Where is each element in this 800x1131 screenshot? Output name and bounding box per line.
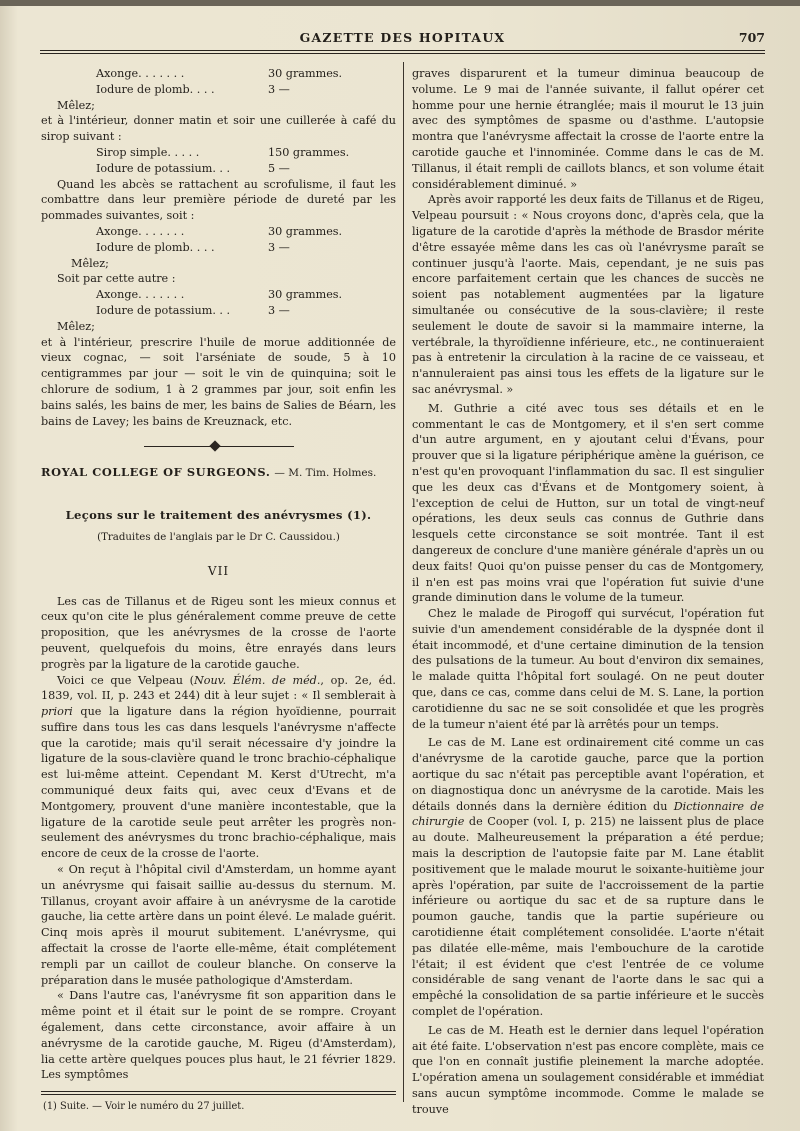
left-column	[41, 66, 396, 1115]
journal-title: GAZETTE DES HOPITAUX	[299, 30, 506, 45]
section-separator	[144, 441, 294, 451]
recipe-block-2	[41, 145, 396, 177]
recipe-line	[41, 145, 396, 161]
footnote: (1) Suite. — Voir le numéro du 27 juillet.	[43, 1101, 245, 1113]
cited-work: Nouv. Élém. de méd.	[193, 673, 321, 687]
recipe-quantity: 5 —	[268, 161, 290, 175]
recipe-line	[41, 66, 396, 82]
recipe-quantity: 30 grammes.	[268, 67, 343, 80]
recipe-quantity: 3 —	[268, 303, 290, 317]
paragraph: Quand les abcès se rattachent au scrofulisme, il faut les combattre dans leur première période de dureté par les pommades suivantes, soit :	[41, 177, 396, 223]
recipe-line	[41, 240, 396, 256]
recipe-ingredient: Axonge. . . . . . .	[96, 224, 185, 238]
paragraph: et à l'intérieur, donner matin et soir une cuillerée à café du sirop suivant :	[41, 114, 396, 144]
separator-ornament	[209, 441, 220, 452]
lecture-title: Leçons sur le traitement des anévrysmes (1).	[65, 508, 372, 523]
recipe-quantity: 30 grammes.	[268, 224, 343, 238]
column-divider	[403, 62, 404, 1102]
footnote-rule	[41, 1091, 396, 1092]
paragraph: Le cas de M. Heath est le dernier dans lequel l'opération ait été faite. L'observation n'est pas encore complète, mais ce que l'on en connaît justifie pleinement la marche adoptée. L'opération amena un soulagement considérable et immédiat sans aucun symptôme incommode. Comme le malade se trouve	[412, 1023, 764, 1116]
recipe-block-1	[41, 66, 396, 98]
section-heading	[41, 465, 396, 482]
recipe-quantity: 30 grammes.	[268, 288, 343, 302]
header-rule-thick	[40, 50, 765, 51]
translator-credit: (Traduites de l'anglais par le Dr C. Caussidou.)	[97, 531, 340, 543]
chapter-number: VII	[207, 563, 230, 578]
paragraph: Le cas de M. Lane est ordinairement cité comme un cas d'anévrysme de la carotide gauche, parce que la portion aortique du sac n'était pas perceptible avant l'opération, et on diagnostiqua donc un anévrysme de la carotide. Mais les détails donnés dans la dernière édition du Dictionnaire de chirurgie de Cooper (vol. I, p. 215) ne laissent plus de place au doute. Malheureusement la préparation a été perdue; mais la description de l'autopsie faite par M. Lane établit positivement que le malade mourut le soixante-huitième jour après l'opération, par suite de l'accroissement de la partie inférieure ou aortique du sac et de sa rupture dans le poumon gauche, tandis que la partie supérieure ou carotidienne était complétement consolidée. L'aorte n'était pas dilatée elle-même, mais l'embouchure de la carotide l'était; il est évident que c'est l'entrée de ce volume considérable de sang venant de l'aorte dans le sac qui a empêché la consolidation de sa partie inférieure et le succès complet de l'opération.	[412, 736, 764, 1019]
paragraph: « On reçut à l'hôpital civil d'Amsterdam, un homme ayant un anévrysme qui faisait saillie au-dessus du sternum. M. Tillanus, croyant avoir affaire à un anévrysme de la carotide gauche, lia cette artère dans un point élevé. Le malade guérit. Cinq mois après il mourut subitement. L'anévrysme, qui affectait la crosse de l'aorte elle-même, était complétement rempli par un caillot de couleur blanche. On conserve la préparation dans le musée pathologique d'Amsterdam.	[41, 863, 396, 987]
recipe-line	[41, 161, 396, 177]
melez-line: Mêlez;	[71, 256, 109, 270]
recipe-line	[41, 303, 396, 319]
header-rule-thin	[40, 53, 765, 54]
melez-line: Mêlez;	[57, 319, 95, 333]
paragraph: M. Guthrie a cité avec tous ses détails et en le commentant le cas de Montgomery, et il s'en sert comme d'un autre argument, en y ajoutant celui d'Évans, pour prouver que si la ligature périphérique amène la guérison, ce n'est qu'en provoquant l'inflammation du sac. Il est singulier que les deux cas d'Évans et de Montgomery soient, à l'exception de celui de Hutton, sur un total de vingt-neuf opérations, les deux seuls cas connus de Guthrie dans lesquels cette circonstance se soit montrée. Tant il est dangereux de conclure d'une manière générale d'après un ou deux faits! Quoi qu'on puisse penser du cas de Montgomery, il n'en est pas moins vrai que l'opération fut suivie d'une grande diminution dans le volume de la tumeur.	[412, 401, 764, 605]
paragraph: Après avoir rapporté les deux faits de Tillanus et de Rigeu, Velpeau poursuit : « Nous croyons donc, d'après cela, que la ligature de la carotide d'après la méthode de Brasdor mérite d'être essayée même dans les cas où l'anévrysme paraît se continuer jusqu'à l'aorte. Mais, cependant, je ne suis pas encore parfaitement certain que les chances de succès ne soient pas notablement augmentées par la ligature simultanée ou consécutive de la sous-clavière; il reste seulement le doute de savoir si la mammaire interne, la vertébrale, la thyroïdienne inférieure, etc., ne continueraient pas à entretenir la circulation à la racine de ce vaisseau, et n'annuleraient pas ainsi tous les effets de la ligature sur le sac anévrysmal. »	[412, 193, 764, 396]
paragraph: Chez le malade de Pirogoff qui survécut, l'opération fut suivie d'un amendement considérable de la dyspnée dont il était incommodé, et d'une certaine diminution de la tension des pulsations de la tumeur. Au bout d'environ dix semaines, le malade quitta l'hôpital fort soulagé. On ne peut douter que, dans ce cas, comme dans celui de M. S. Lane, la portion carotidienne du sac ne se soit consolidée et que les progrès de la tumeur n'aient été par là arrêtés pour un temps.	[412, 607, 764, 731]
paragraph: et à l'intérieur, prescrire l'huile de morue additionnée de vieux cognac, — soit l'arséniate de soude, 5 à 10 centigrammes par jour — soit le vin de quinquina; soit le chlorure de sodium, 1 à 2 grammes par jour, soit enfin les bains salés, les bains de mer, les bains de Salies de Béarn, les bains de Lavey; les bains de Kreuznack, etc.	[41, 335, 396, 428]
recipe-ingredient: Sirop simple. . . . .	[96, 145, 200, 159]
recipe-ingredient: Iodure de plomb. . . .	[96, 240, 215, 254]
recipe-block-4	[41, 287, 396, 319]
paragraph: Voici ce que Velpeau (Nouv. Élém. de méd., op. 2e, éd. 1839, vol. II, p. 243 et 244) dit à leur sujet : « Il semblerait à priori que la ligature dans la région hyoïdienne, pourrait suffire dans tous les cas dans lesquels l'anévrysme n'affecte que la carotide; mais qu'il serait nécessaire d'y joindre la ligature de la sous-clavière quand le tronc brachio-céphalique est lui-même atteint. Cependant M. Kerst d'Utrecht, m'a communiqué deux faits qui, avec ceux d'Evans et de Montgomery, prouvent d'une manière incontestable, que la ligature de la carotide seule peut arrêter les progrès non-seulement des anévrysmes du tronc brachio-céphalique, mais encore de ceux de la crosse de l'aorte.	[41, 673, 396, 861]
footnote-rule-thin	[41, 1094, 396, 1095]
paragraph: Les cas de Tillanus et de Rigeu sont les mieux connus et ceux qu'on cite le plus généralement comme preuve de cette proposition, que les anévrysmes de la crosse de l'aorte peuvent, quelquefois du moins, être enrayés dans leurs progrès par la ligature de la carotide gauche.	[41, 594, 396, 671]
recipe-ingredient: Axonge. . . . . . .	[96, 288, 185, 302]
paragraph: graves disparurent et la tumeur diminua beaucoup de volume. Le 9 mai de l'année suivante, il fallut opérer cet homme pour une hernie étranglée; mais il mourut le 13 juin avec des symptômes de spasme ou d'asthme. L'autopsie montra que l'anévrysme affectait la crosse de l'aorte entre la carotide gauche et l'innominée. Comme dans le cas de M. Tillanus, il était rempli de caillots blancs, et son volume était considérablement diminué. »	[412, 67, 764, 191]
page-header	[40, 28, 765, 52]
recipe-line	[41, 224, 396, 240]
recipe-line	[41, 287, 396, 303]
right-column	[412, 66, 764, 1118]
melez-line: Mêlez;	[57, 98, 95, 112]
recipe-quantity: 3 —	[268, 240, 290, 254]
recipe-quantity: 150 grammes.	[268, 145, 350, 159]
recipe-ingredient: Axonge. . . . . . .	[96, 67, 185, 80]
recipe-line	[41, 82, 396, 98]
recipe-ingredient: Iodure de plomb. . . .	[96, 82, 215, 96]
recipe-quantity: 3 —	[268, 82, 290, 96]
recipe-block-3	[41, 224, 396, 256]
paragraph: « Dans l'autre cas, l'anévrysme fit son apparition dans le même point et il était sur le point de se rompre. Croyant également, dans cette circonstance, avoir affaire à un anévrysme de la carotide gauche, M. Rigeu (d'Amsterdam), lia cette artère quelques pouces plus haut, le 21 février 1829. Les symptômes	[41, 989, 396, 1082]
page-number: 707	[738, 30, 765, 45]
cited-work: Dictionnaire de chirurgie	[412, 799, 764, 829]
page-top-edge	[0, 0, 800, 6]
soit-line: Soit par cette autre :	[57, 272, 176, 286]
section-author: — M. Tim. Holmes.	[274, 467, 377, 480]
recipe-ingredient: Iodure de potassium. . .	[96, 303, 231, 317]
section-institution: ROYAL COLLEGE OF SURGEONS.	[41, 465, 271, 480]
recipe-ingredient: Iodure de potassium. . .	[96, 161, 231, 175]
